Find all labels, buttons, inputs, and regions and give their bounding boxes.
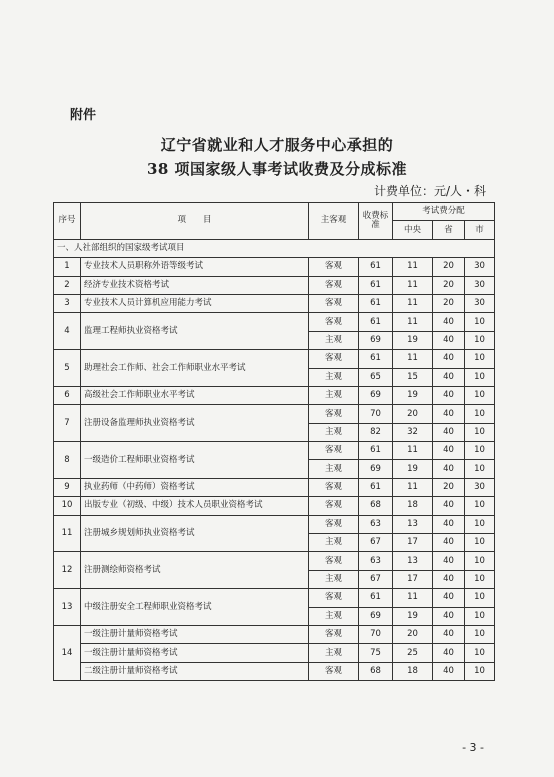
table-row — [54, 662, 495, 680]
type-cell: 客观 — [309, 515, 359, 533]
city-cell: 10 — [465, 534, 495, 552]
header-type: 主客观 — [309, 203, 359, 240]
fee-cell: 82 — [359, 423, 393, 441]
header-fee: 收费标准 — [359, 203, 393, 240]
fee-cell: 61 — [359, 258, 393, 276]
table-row — [54, 497, 495, 515]
central-cell: 25 — [393, 644, 433, 662]
city-cell: 10 — [465, 607, 495, 625]
seq-cell: 10 — [54, 497, 81, 515]
city-cell: 10 — [465, 442, 495, 460]
type-cell: 客观 — [309, 258, 359, 276]
table-row — [54, 625, 495, 643]
city-cell: 30 — [465, 478, 495, 496]
central-cell: 19 — [393, 386, 433, 404]
type-cell: 主观 — [309, 331, 359, 349]
city-cell: 30 — [465, 276, 495, 294]
table-row — [54, 515, 495, 533]
seq-cell: 5 — [54, 350, 81, 387]
type-cell: 客观 — [309, 294, 359, 312]
province-cell: 40 — [433, 423, 465, 441]
type-cell: 客观 — [309, 405, 359, 423]
fee-cell: 61 — [359, 276, 393, 294]
province-cell: 40 — [433, 607, 465, 625]
table-row — [54, 350, 495, 368]
type-cell: 主观 — [309, 423, 359, 441]
item-name-cell: 专业技术人员职称外语等级考试 — [81, 258, 309, 276]
province-cell: 40 — [433, 644, 465, 662]
central-cell: 11 — [393, 442, 433, 460]
title-line-1: 辽宁省就业和人才服务中心承担的 — [160, 136, 394, 154]
table-row — [54, 294, 495, 312]
fee-cell: 70 — [359, 405, 393, 423]
central-cell: 11 — [393, 589, 433, 607]
item-name-cell: 注册测绘师资格考试 — [81, 552, 309, 589]
central-cell: 13 — [393, 515, 433, 533]
type-cell: 客观 — [309, 442, 359, 460]
seq-cell: 12 — [54, 552, 81, 589]
table-row — [54, 258, 495, 276]
table-row — [54, 552, 495, 570]
city-cell: 30 — [465, 258, 495, 276]
item-name-cell: 助理社会工作师、社会工作师职业水平考试 — [81, 350, 309, 387]
central-cell: 13 — [393, 552, 433, 570]
type-cell: 客观 — [309, 589, 359, 607]
city-cell: 10 — [465, 662, 495, 680]
fee-cell: 68 — [359, 497, 393, 515]
seq-cell: 7 — [54, 405, 81, 442]
province-cell: 40 — [433, 515, 465, 533]
fee-cell: 75 — [359, 644, 393, 662]
province-cell: 40 — [433, 350, 465, 368]
province-cell: 40 — [433, 570, 465, 588]
item-name-cell: 一级造价工程师职业资格考试 — [81, 442, 309, 479]
type-cell: 客观 — [309, 625, 359, 643]
central-cell: 11 — [393, 313, 433, 331]
header-distribution: 考试费分配 — [393, 203, 495, 221]
item-name-cell: 注册设备监理师执业资格考试 — [81, 405, 309, 442]
city-cell: 10 — [465, 589, 495, 607]
seq-cell: 4 — [54, 313, 81, 350]
type-cell: 主观 — [309, 607, 359, 625]
header-central: 中央 — [393, 221, 433, 239]
table-row — [54, 313, 495, 331]
type-cell: 客观 — [309, 276, 359, 294]
central-cell: 11 — [393, 350, 433, 368]
province-cell: 20 — [433, 294, 465, 312]
item-name-cell: 高级社会工作师职业水平考试 — [81, 386, 309, 404]
seq-cell: 6 — [54, 386, 81, 404]
province-cell: 40 — [433, 662, 465, 680]
seq-cell: 8 — [54, 442, 81, 479]
province-cell: 40 — [433, 405, 465, 423]
province-cell: 40 — [433, 552, 465, 570]
table-row — [54, 589, 495, 607]
table-row — [54, 405, 495, 423]
central-cell: 20 — [393, 405, 433, 423]
fee-cell: 69 — [359, 386, 393, 404]
fee-cell: 61 — [359, 442, 393, 460]
central-cell: 11 — [393, 294, 433, 312]
city-cell: 10 — [465, 386, 495, 404]
central-cell: 11 — [393, 478, 433, 496]
fee-cell: 61 — [359, 294, 393, 312]
item-name-cell: 二级注册计量师资格考试 — [81, 662, 309, 680]
seq-cell: 2 — [54, 276, 81, 294]
fee-cell: 68 — [359, 662, 393, 680]
type-cell: 主观 — [309, 534, 359, 552]
province-cell: 40 — [433, 589, 465, 607]
central-cell: 15 — [393, 368, 433, 386]
city-cell: 30 — [465, 294, 495, 312]
table-row — [54, 386, 495, 404]
province-cell: 40 — [433, 386, 465, 404]
central-cell: 19 — [393, 460, 433, 478]
city-cell: 10 — [465, 625, 495, 643]
page-number: - 3 - — [462, 741, 484, 754]
central-cell: 18 — [393, 662, 433, 680]
seq-cell: 3 — [54, 294, 81, 312]
item-name-cell: 一级注册计量师资格考试 — [81, 625, 309, 643]
type-cell: 主观 — [309, 386, 359, 404]
fee-cell: 70 — [359, 625, 393, 643]
fee-cell: 61 — [359, 313, 393, 331]
item-name-cell: 一级注册计量师资格考试 — [81, 644, 309, 662]
item-name-cell: 监理工程师执业资格考试 — [81, 313, 309, 350]
seq-cell: 9 — [54, 478, 81, 496]
central-cell: 19 — [393, 607, 433, 625]
item-name-cell: 中级注册安全工程师职业资格考试 — [81, 589, 309, 626]
seq-cell: 13 — [54, 589, 81, 626]
item-name-cell: 执业药师（中药师）资格考试 — [81, 478, 309, 496]
central-cell: 18 — [393, 497, 433, 515]
fee-cell: 69 — [359, 460, 393, 478]
city-cell: 10 — [465, 368, 495, 386]
fee-cell: 69 — [359, 331, 393, 349]
title-line-2: 38 项国家级人事考试收费及分成标准 — [146, 160, 408, 178]
fee-cell: 61 — [359, 589, 393, 607]
province-cell: 40 — [433, 368, 465, 386]
fee-cell: 63 — [359, 552, 393, 570]
section-heading: 一、人社部组织的国家级考试项目 — [54, 239, 495, 257]
central-cell: 11 — [393, 276, 433, 294]
seq-cell: 14 — [54, 625, 81, 680]
type-cell: 客观 — [309, 478, 359, 496]
city-cell: 10 — [465, 570, 495, 588]
province-cell: 40 — [433, 460, 465, 478]
central-cell: 19 — [393, 331, 433, 349]
central-cell: 20 — [393, 625, 433, 643]
fee-unit: 计费单位：元/人・科 — [373, 184, 486, 198]
header-province: 省 — [433, 221, 465, 239]
type-cell: 客观 — [309, 313, 359, 331]
central-cell: 17 — [393, 534, 433, 552]
fee-cell: 61 — [359, 350, 393, 368]
province-cell: 40 — [433, 313, 465, 331]
province-cell: 40 — [433, 442, 465, 460]
item-name-cell: 注册城乡规划师执业资格考试 — [81, 515, 309, 552]
seq-cell: 1 — [54, 258, 81, 276]
province-cell: 40 — [433, 331, 465, 349]
city-cell: 10 — [465, 405, 495, 423]
city-cell: 10 — [465, 313, 495, 331]
attachment-label: 附件 — [70, 108, 97, 123]
type-cell: 主观 — [309, 570, 359, 588]
city-cell: 10 — [465, 350, 495, 368]
province-cell: 20 — [433, 478, 465, 496]
seq-cell: 11 — [54, 515, 81, 552]
province-cell: 40 — [433, 625, 465, 643]
province-cell: 40 — [433, 497, 465, 515]
type-cell: 客观 — [309, 350, 359, 368]
item-name-cell: 专业技术人员计算机应用能力考试 — [81, 294, 309, 312]
header-city: 市 — [465, 221, 495, 239]
type-cell: 主观 — [309, 644, 359, 662]
type-cell: 客观 — [309, 552, 359, 570]
type-cell: 主观 — [309, 368, 359, 386]
central-cell: 17 — [393, 570, 433, 588]
province-cell: 20 — [433, 258, 465, 276]
item-name-cell: 出版专业（初级、中级）技术人员职业资格考试 — [81, 497, 309, 515]
central-cell: 11 — [393, 258, 433, 276]
table-row — [54, 644, 495, 662]
city-cell: 10 — [465, 552, 495, 570]
type-cell: 主观 — [309, 460, 359, 478]
fee-cell: 67 — [359, 570, 393, 588]
city-cell: 10 — [465, 423, 495, 441]
header-seq: 序号 — [54, 203, 81, 240]
city-cell: 10 — [465, 331, 495, 349]
fee-table — [53, 202, 495, 681]
city-cell: 10 — [465, 644, 495, 662]
type-cell: 客观 — [309, 662, 359, 680]
item-name-cell: 经济专业技术资格考试 — [81, 276, 309, 294]
city-cell: 10 — [465, 515, 495, 533]
province-cell: 20 — [433, 276, 465, 294]
table-row — [54, 442, 495, 460]
city-cell: 10 — [465, 497, 495, 515]
central-cell: 32 — [393, 423, 433, 441]
type-cell: 客观 — [309, 497, 359, 515]
province-cell: 40 — [433, 534, 465, 552]
fee-cell: 67 — [359, 534, 393, 552]
fee-cell: 61 — [359, 478, 393, 496]
city-cell: 10 — [465, 460, 495, 478]
table-row — [54, 478, 495, 496]
header-item: 项 目 — [81, 203, 309, 240]
fee-cell: 69 — [359, 607, 393, 625]
fee-cell: 63 — [359, 515, 393, 533]
fee-cell: 65 — [359, 368, 393, 386]
table-row — [54, 276, 495, 294]
